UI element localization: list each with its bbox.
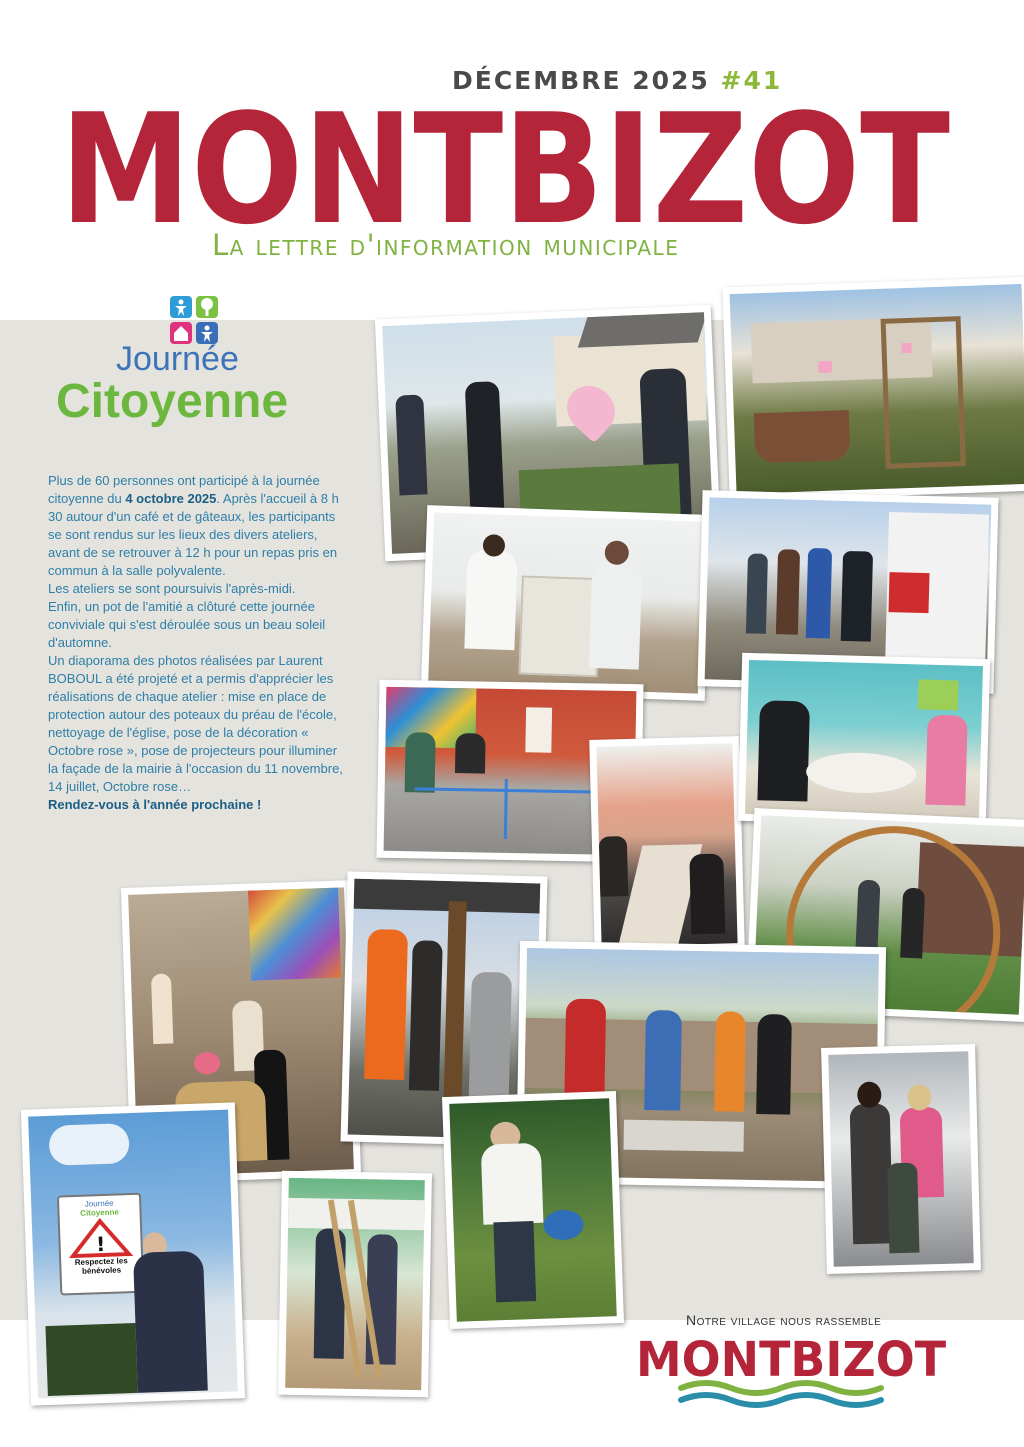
article-paragraph: Les ateliers se sont poursuivis l'après-midi.: [48, 581, 296, 596]
footer-logo-text: MONTBIZOT: [636, 1332, 947, 1388]
footer-slogan: Notre village nous rassemble: [686, 1312, 882, 1328]
article-paragraph: Enfin, un pot de l'amitié a clôturé cette journée conviviale qui s'est déroulée sous un beau soleil d'automne.: [48, 599, 326, 650]
issue-number: #41: [720, 66, 783, 95]
masthead-logo: [60, 44, 960, 244]
volunteer-sign: [57, 1193, 144, 1296]
subtitle: La lettre d'information municipale: [212, 228, 680, 262]
photo-bench-painting: [421, 505, 711, 701]
sign-line2: Citoyenne: [80, 1207, 120, 1218]
photo-green-vest: [442, 1091, 624, 1329]
footer-logo: [636, 1326, 956, 1416]
svg-text:!: !: [95, 1231, 106, 1257]
sign-warning-text: Respectez les bénévoles: [74, 1256, 128, 1276]
photo-pink-frame: [722, 277, 1024, 502]
photo-shared-meal: [589, 736, 745, 954]
photo-kids-table: [738, 653, 990, 827]
warning-icon: [60, 1216, 141, 1259]
article-closing: Rendez-vous à l'année prochaine !: [48, 797, 262, 812]
issue-date: DÉCEMBRE 2025: [452, 66, 710, 95]
sign-line1: Journée: [84, 1198, 114, 1209]
photo-family: [821, 1044, 981, 1274]
photo-ladder: [278, 1171, 432, 1398]
article-paragraph: Plus de 60 personnes ont participé à la journée citoyenne du 4 octobre 2025. Après l'accueil à 8 h 30 autour d'un café et de gâteaux, les participants se sont rendus sur les lieux des divers ateliers, avant de se retrouver à 12 h pour un repas pris en commun à la salle polyvalente.: [48, 473, 339, 578]
article-body: [48, 472, 344, 814]
event-date: 4 octobre 2025: [125, 491, 217, 506]
wave-blue-icon: [681, 1395, 881, 1405]
section-title-journee: Journée: [116, 340, 239, 378]
article-paragraph: Un diaporama des photos réalisées par Laurent BOBOUL a été projeté et a permis d'apprécier les réalisations de chaque atelier : mise en place de protection autour des poteaux du préau de l'école, nettoyage de l'église, pose de la décoration « Octobre rose », pose de projecteurs pour illuminer la façade de la mairie à l'occasion du 11 novembre, 14 juillet, Octobre rose…: [48, 653, 343, 794]
masthead-title: MONTBIZOT: [60, 81, 950, 244]
photo-volunteer-sign: [21, 1102, 245, 1405]
section-title-citoyenne: Citoyenne: [56, 375, 289, 428]
